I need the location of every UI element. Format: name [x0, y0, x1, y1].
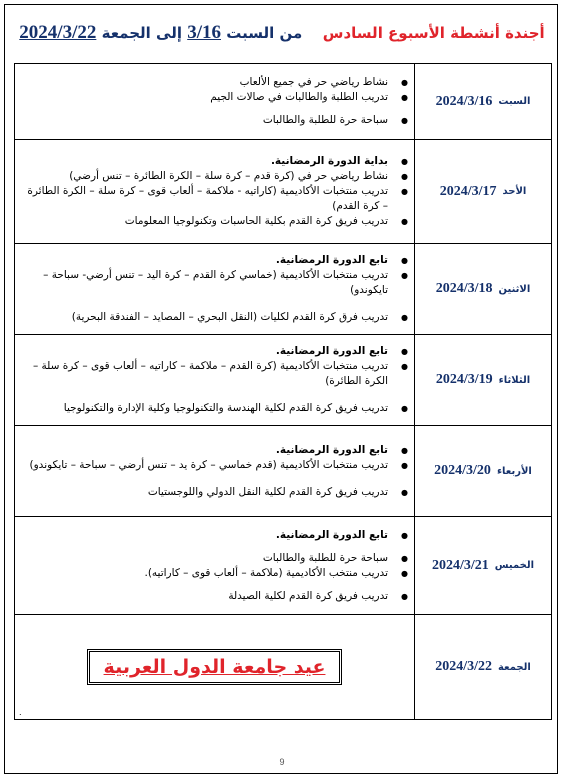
day-row-saturday [15, 64, 552, 140]
day-date: 2024/3/17 [439, 183, 497, 199]
activity-item: ● تابع الدورة الرمضانية. [23, 344, 410, 359]
day-row-thursday [15, 517, 552, 615]
day-row-wednesday [15, 426, 552, 517]
day-date: 2024/3/22 [435, 659, 492, 674]
day-name: السبت [498, 96, 531, 107]
activity-item: ● تابع الدورة الرمضانية. [23, 443, 410, 458]
activity-item: ● نشاط رياضي حر في جميع الألعاب [23, 75, 410, 90]
day-cell [415, 426, 552, 517]
activity-item: ● تدريب فريق كرة القدم بكلية الحاسبات وتكنولوجيا المعلومات [23, 214, 410, 229]
day-name: الثلاثاء [498, 374, 531, 386]
activity-item: ● تدريب فريق كرة القدم لكلية النقل الدولي واللوجستيات [23, 485, 410, 500]
agenda-table [14, 63, 552, 720]
activity-item: ● سباحة حرة للطلبة والطالبات [23, 551, 410, 566]
day-cell [415, 335, 552, 426]
day-date: 2024/3/18 [435, 281, 493, 296]
activity-item: ● تدريب منتخبات الأكاديمية (خماسي كرة القدم – كرة اليد – تنس أرضي- سباحة – تايكوندو) [23, 268, 410, 298]
activity-list [23, 443, 410, 500]
day-cell [415, 140, 552, 244]
items-cell [15, 335, 415, 426]
day-date: 2024/3/21 [431, 557, 489, 573]
day-name: الخميس [494, 560, 535, 571]
day-row-sunday [15, 140, 552, 244]
activity-item: ● تدريب فرق كرة القدم لكليات (النقل البحري – المصايد – الفندقة البحرية) [23, 310, 410, 325]
activity-item: ● تدريب منتخب الأكاديمية (ملاكمة – ألعاب قوى – كاراتيه). [23, 566, 410, 581]
day-row-monday [15, 244, 552, 335]
page-title [14, 22, 550, 48]
activity-list [23, 154, 410, 229]
activity-list [23, 344, 410, 416]
day-cell [415, 64, 552, 140]
day-date: 2024/3/20 [434, 463, 491, 478]
title-to-date: 2024/3/22 [19, 22, 97, 43]
day-name: الأحد [502, 186, 527, 197]
activity-item: ● بداية الدورة الرمضانية. [23, 154, 410, 169]
day-name: الأربعاء [496, 465, 532, 477]
activity-item: ● سباحة حرة للطلبة والطالبات [23, 113, 410, 128]
activity-list [23, 75, 410, 128]
dot-mark: . [19, 708, 22, 717]
day-date: 2024/3/19 [435, 372, 493, 387]
activity-list [23, 528, 410, 604]
day-name: الجمعة [497, 661, 531, 673]
title-prefix: أجندة أنشطة الأسبوع السادس [322, 24, 545, 42]
activity-item: ● نشاط رياضي حر في (كرة قدم – كرة سلة – الكرة الطائرة – تنس أرضي) [23, 169, 410, 184]
day-date: 2024/3/16 [435, 93, 493, 109]
items-cell [15, 64, 415, 140]
activity-item: ● تابع الدورة الرمضانية. [23, 253, 410, 268]
activity-item: ● تدريب منتخبات الأكاديمية (كاراتيه - ملاكمة – ألعاب قوى – كرة سلة – الكرة الطائرة – كرة القدم) [23, 184, 410, 214]
activity-item: ● تدريب منتخبات الأكاديمية (قدم خماسي – كرة يد – تنس أرضي – سباحة – تايكوندو) [23, 458, 410, 473]
day-row-tuesday [15, 335, 552, 426]
title-from-label: من السبت [226, 24, 303, 42]
items-cell [15, 426, 415, 517]
holiday-label: عيد جامعة الدول العربية [87, 649, 343, 685]
activity-item: ● تابع الدورة الرمضانية. [23, 528, 410, 543]
activity-item: ● تدريب الطلبة والطالبات في صالات الجيم [23, 90, 410, 105]
day-cell [415, 615, 552, 720]
day-row-friday [15, 615, 552, 720]
title-to-label: إلى الجمعة [101, 24, 182, 42]
day-name: الاثنين [498, 283, 531, 295]
day-cell [415, 244, 552, 335]
items-cell [15, 140, 415, 244]
items-cell [15, 244, 415, 335]
page-number: 9 [279, 757, 285, 767]
items-cell [15, 615, 415, 720]
activity-item: ● تدريب منتخبات الأكاديمية (كرة القدم – ملاكمة – كاراتيه – ألعاب قوى – كرة سلة – الكرة الطائرة) [23, 359, 410, 389]
day-cell [415, 517, 552, 615]
title-from-date: 3/16 [187, 22, 221, 43]
activity-item: ● تدريب فريق كرة القدم لكلية الصيدلة [23, 589, 410, 604]
activity-item: ● تدريب فريق كرة القدم لكلية الهندسة والتكنولوجيا وكلية الإدارة والتكنولوجيا [23, 401, 410, 416]
activity-list [23, 253, 410, 325]
items-cell [15, 517, 415, 615]
